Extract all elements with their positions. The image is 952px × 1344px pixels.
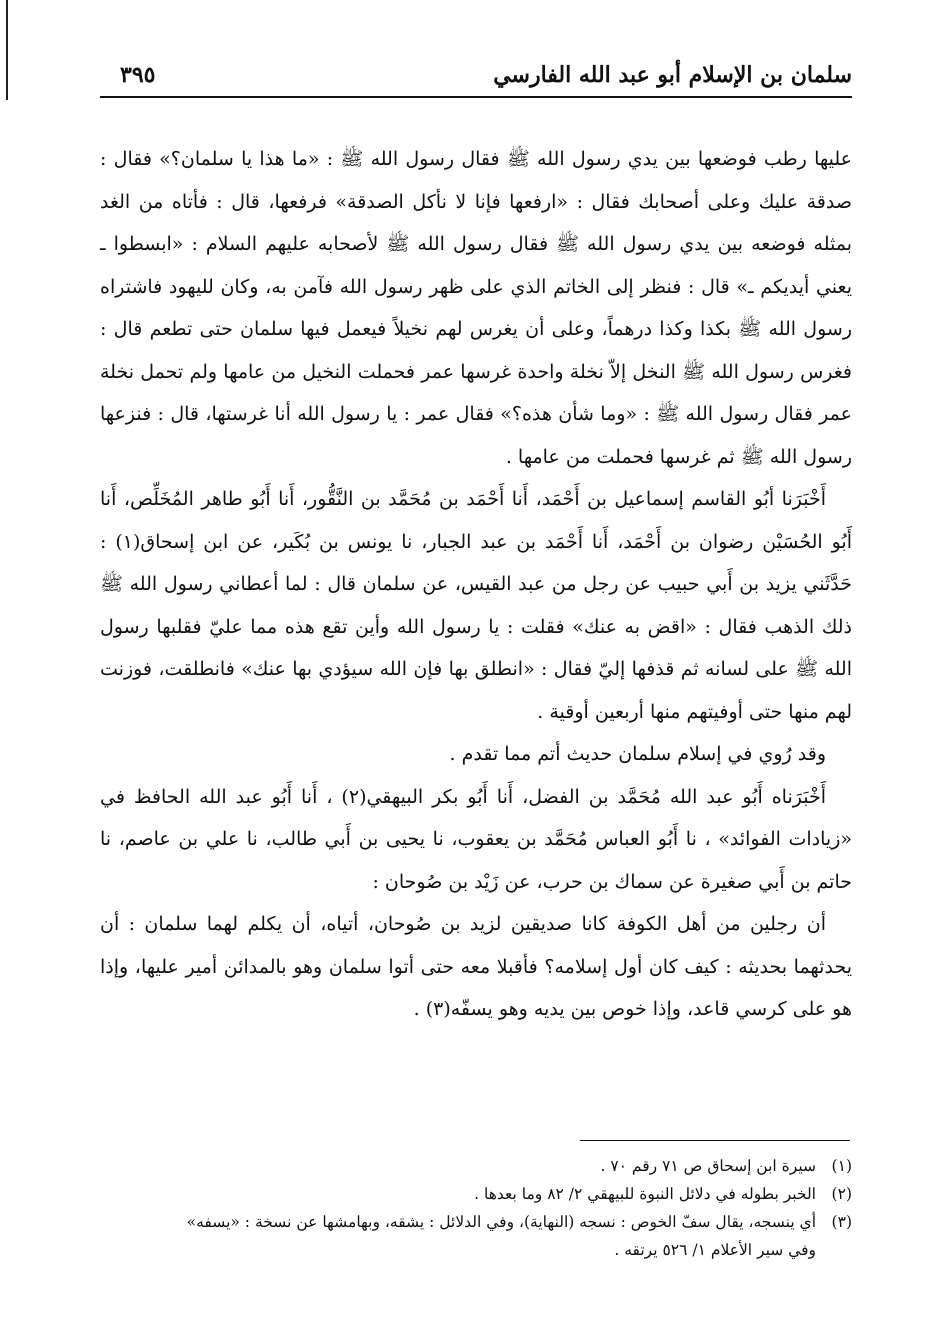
footnote-text: الخبر بطوله في دلائل النبوة للبيهقي ٢/ ٨٢ وما بعدها . <box>474 1185 816 1203</box>
scan-edge-mark <box>6 0 8 100</box>
paragraph: أن رجلين من أهل الكوفة كانا صديقين لزيد بن صُوحان، أتياه، أن يكلم لهما سلمان : أن يحدثهما بحديثه : كيف كان أول إسلامه؟ فأقبلا معه حتى أتوا سلمان وهو بالمدائن أمير عليها، وإذا هو على كرسي قاعد، وإذا خوص بين يديه وهو يسفّه(٣) . <box>100 913 852 1020</box>
paragraph: أَخْبَرَنا أبُو القاسم إسماعيل بن أَحْمَد، أَنا أَحْمَد بن مُحَمَّد بن النَّقُّور، أَنا أَبُو طاهر المُخَلِّص، أَنا أَبُو الحُسَيْن رضوان بن أَحْمَد، أَنا أَحْمَد بن عبد الجبار، نا يونس بن بُكَير، عن ابن إسحاق(١) : حَدَّثَني يزيد بن أَبي حبيب عن رجل من عبد القيس، عن سلمان قال : لما أعطاني رسول الله ﷺ ذلك الذهب فقال : «اقض به عنك» فقلت : يا رسول الله وأين تقع هذه مما عليّ فقلبها رسول الله ﷺ على لسانه ثم قذفها إليّ فقال : «انطلق بها فإن الله سيؤدي بها عنك» فانطلقت، فوزنت لهم منها حتى أوفيتهم منها أربعين أوقية . <box>100 488 852 723</box>
footnote-text: سيرة ابن إسحاق ص ٧١ رقم ٧٠ . <box>600 1157 816 1175</box>
page-number: ٣٩٥ <box>120 62 156 88</box>
header-rule <box>100 96 852 98</box>
footnote-continuation: وفي سير الأعلام ١/ ٥٢٦ يرتقه . <box>614 1241 816 1259</box>
footnote <box>100 1152 852 1180</box>
footnote <box>100 1208 852 1236</box>
page-header <box>100 58 852 94</box>
footnote-rule <box>580 1140 850 1141</box>
footnote-number: (١) <box>831 1157 852 1175</box>
paragraph: وقد رُوي في إسلام سلمان حديث أتم مما تقدم . <box>449 743 826 765</box>
footnote-text: أي ينسجه، يقال سفّ الخوص : نسجه (النهاية)، وفي الدلائل : يشقه، وبهامشها عن نسخة : «يسفه» <box>186 1213 816 1231</box>
footnote <box>100 1180 852 1208</box>
footnote-number: (٢) <box>831 1185 852 1203</box>
main-text <box>100 138 852 1031</box>
footnote-number: (٣) <box>831 1213 852 1231</box>
footnotes <box>100 1152 852 1264</box>
paragraph: أَخْبَرَناه أَبُو عبد الله مُحَمَّد بن الفضل، أَنا أَبُو بكر البيهقي(٢) ، أَنا أَبُو عبد الله الحافظ في «زيادات الفوائد» ، نا أَبُو العباس مُحَمَّد بن يعقوب، نا يحيى بن أَبي طالب، نا علي بن عاصم، نا حاتم بن أَبي صغيرة عن سماك بن حرب، عن زَيْد بن صُوحان : <box>100 785 852 893</box>
running-title: سلمان بن الإسلام أبو عبد الله الفارسي <box>493 62 852 88</box>
paragraph: عليها رطب فوضعها بين يدي رسول الله ﷺ فقال رسول الله ﷺ : «ما هذا يا سلمان؟» فقال : صدقة عليك وعلى أصحابك فقال : «ارفعها فإنا لا نأكل الصدقة» فرفعها، قال : فأتاه من الغد بمثله فوضعه بين يدي رسول الله ﷺ فقال رسول الله ﷺ لأصحابه عليهم السلام : «ابسطوا ـ يعني أيديكم ـ» قال : فنظر إلى الخاتم الذي على ظهر رسول الله فآمن به، وكان لليهود فاشتراه رسول الله ﷺ بكذا وكذا درهماً، وعلى أن يغرس لهم نخيلاً فيعمل فيها سلمان حتى تطعم قال : فغرس رسول الله ﷺ النخل إلاّ نخلة واحدة غرسها عمر فحملت النخيل من عامها ولم تحمل نخلة عمر فقال رسول الله ﷺ : «وما شأن هذه؟» فقال عمر : يا رسول الله أنا غرستها، قال : فنزعها رسول الله ﷺ ثم غرسها فحملت من عامها . <box>100 148 852 468</box>
